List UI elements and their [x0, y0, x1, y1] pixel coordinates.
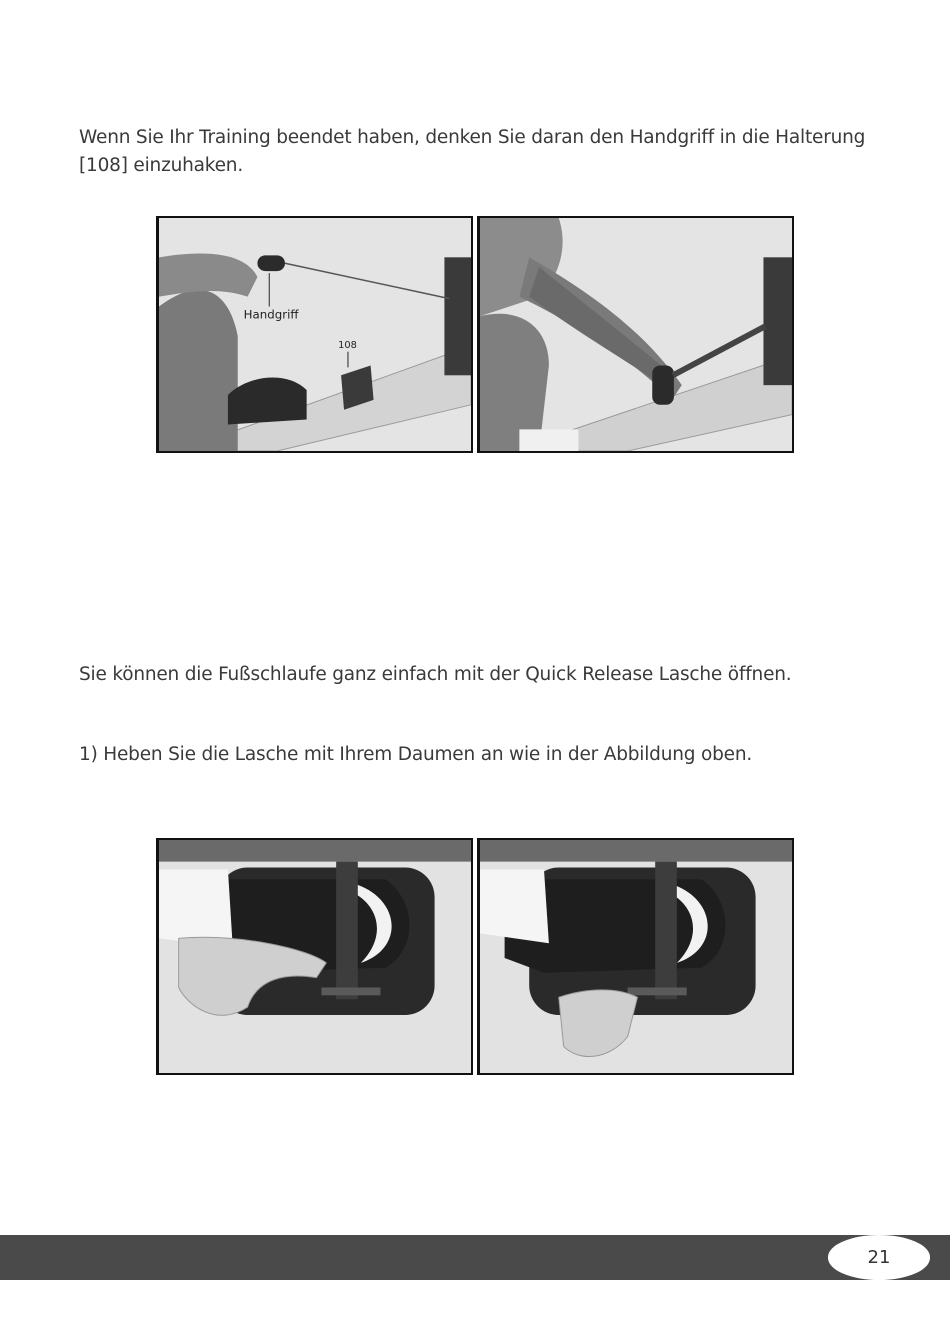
- photo-handle-hooked: [477, 216, 794, 453]
- footer-bar: [0, 1235, 950, 1280]
- page-number-badge: [828, 1235, 930, 1280]
- label-holder-108: 108: [338, 339, 357, 351]
- photo-handle-holder: [156, 216, 473, 453]
- paragraph-quick-release: Sie können die Fußschlaufe ganz einfach mit der Quick Release Lasche öffnen.: [79, 664, 792, 685]
- page-number: 21: [867, 1247, 891, 1268]
- paragraph-handle-storage: Wenn Sie Ihr Training beendet haben, denken Sie daran den Handgriff in die Halterung [108] einzuhaken.: [79, 127, 866, 176]
- label-handle: Handgriff: [243, 307, 299, 322]
- figure-rowing-handle: [156, 216, 795, 453]
- photo-strap-thumb: [156, 838, 473, 1075]
- photo-strap-lift: [477, 838, 794, 1075]
- figure-foot-strap: [156, 838, 795, 1075]
- paragraph-step-1: 1) Heben Sie die Lasche mit Ihrem Daumen an wie in der Abbildung oben.: [79, 744, 753, 765]
